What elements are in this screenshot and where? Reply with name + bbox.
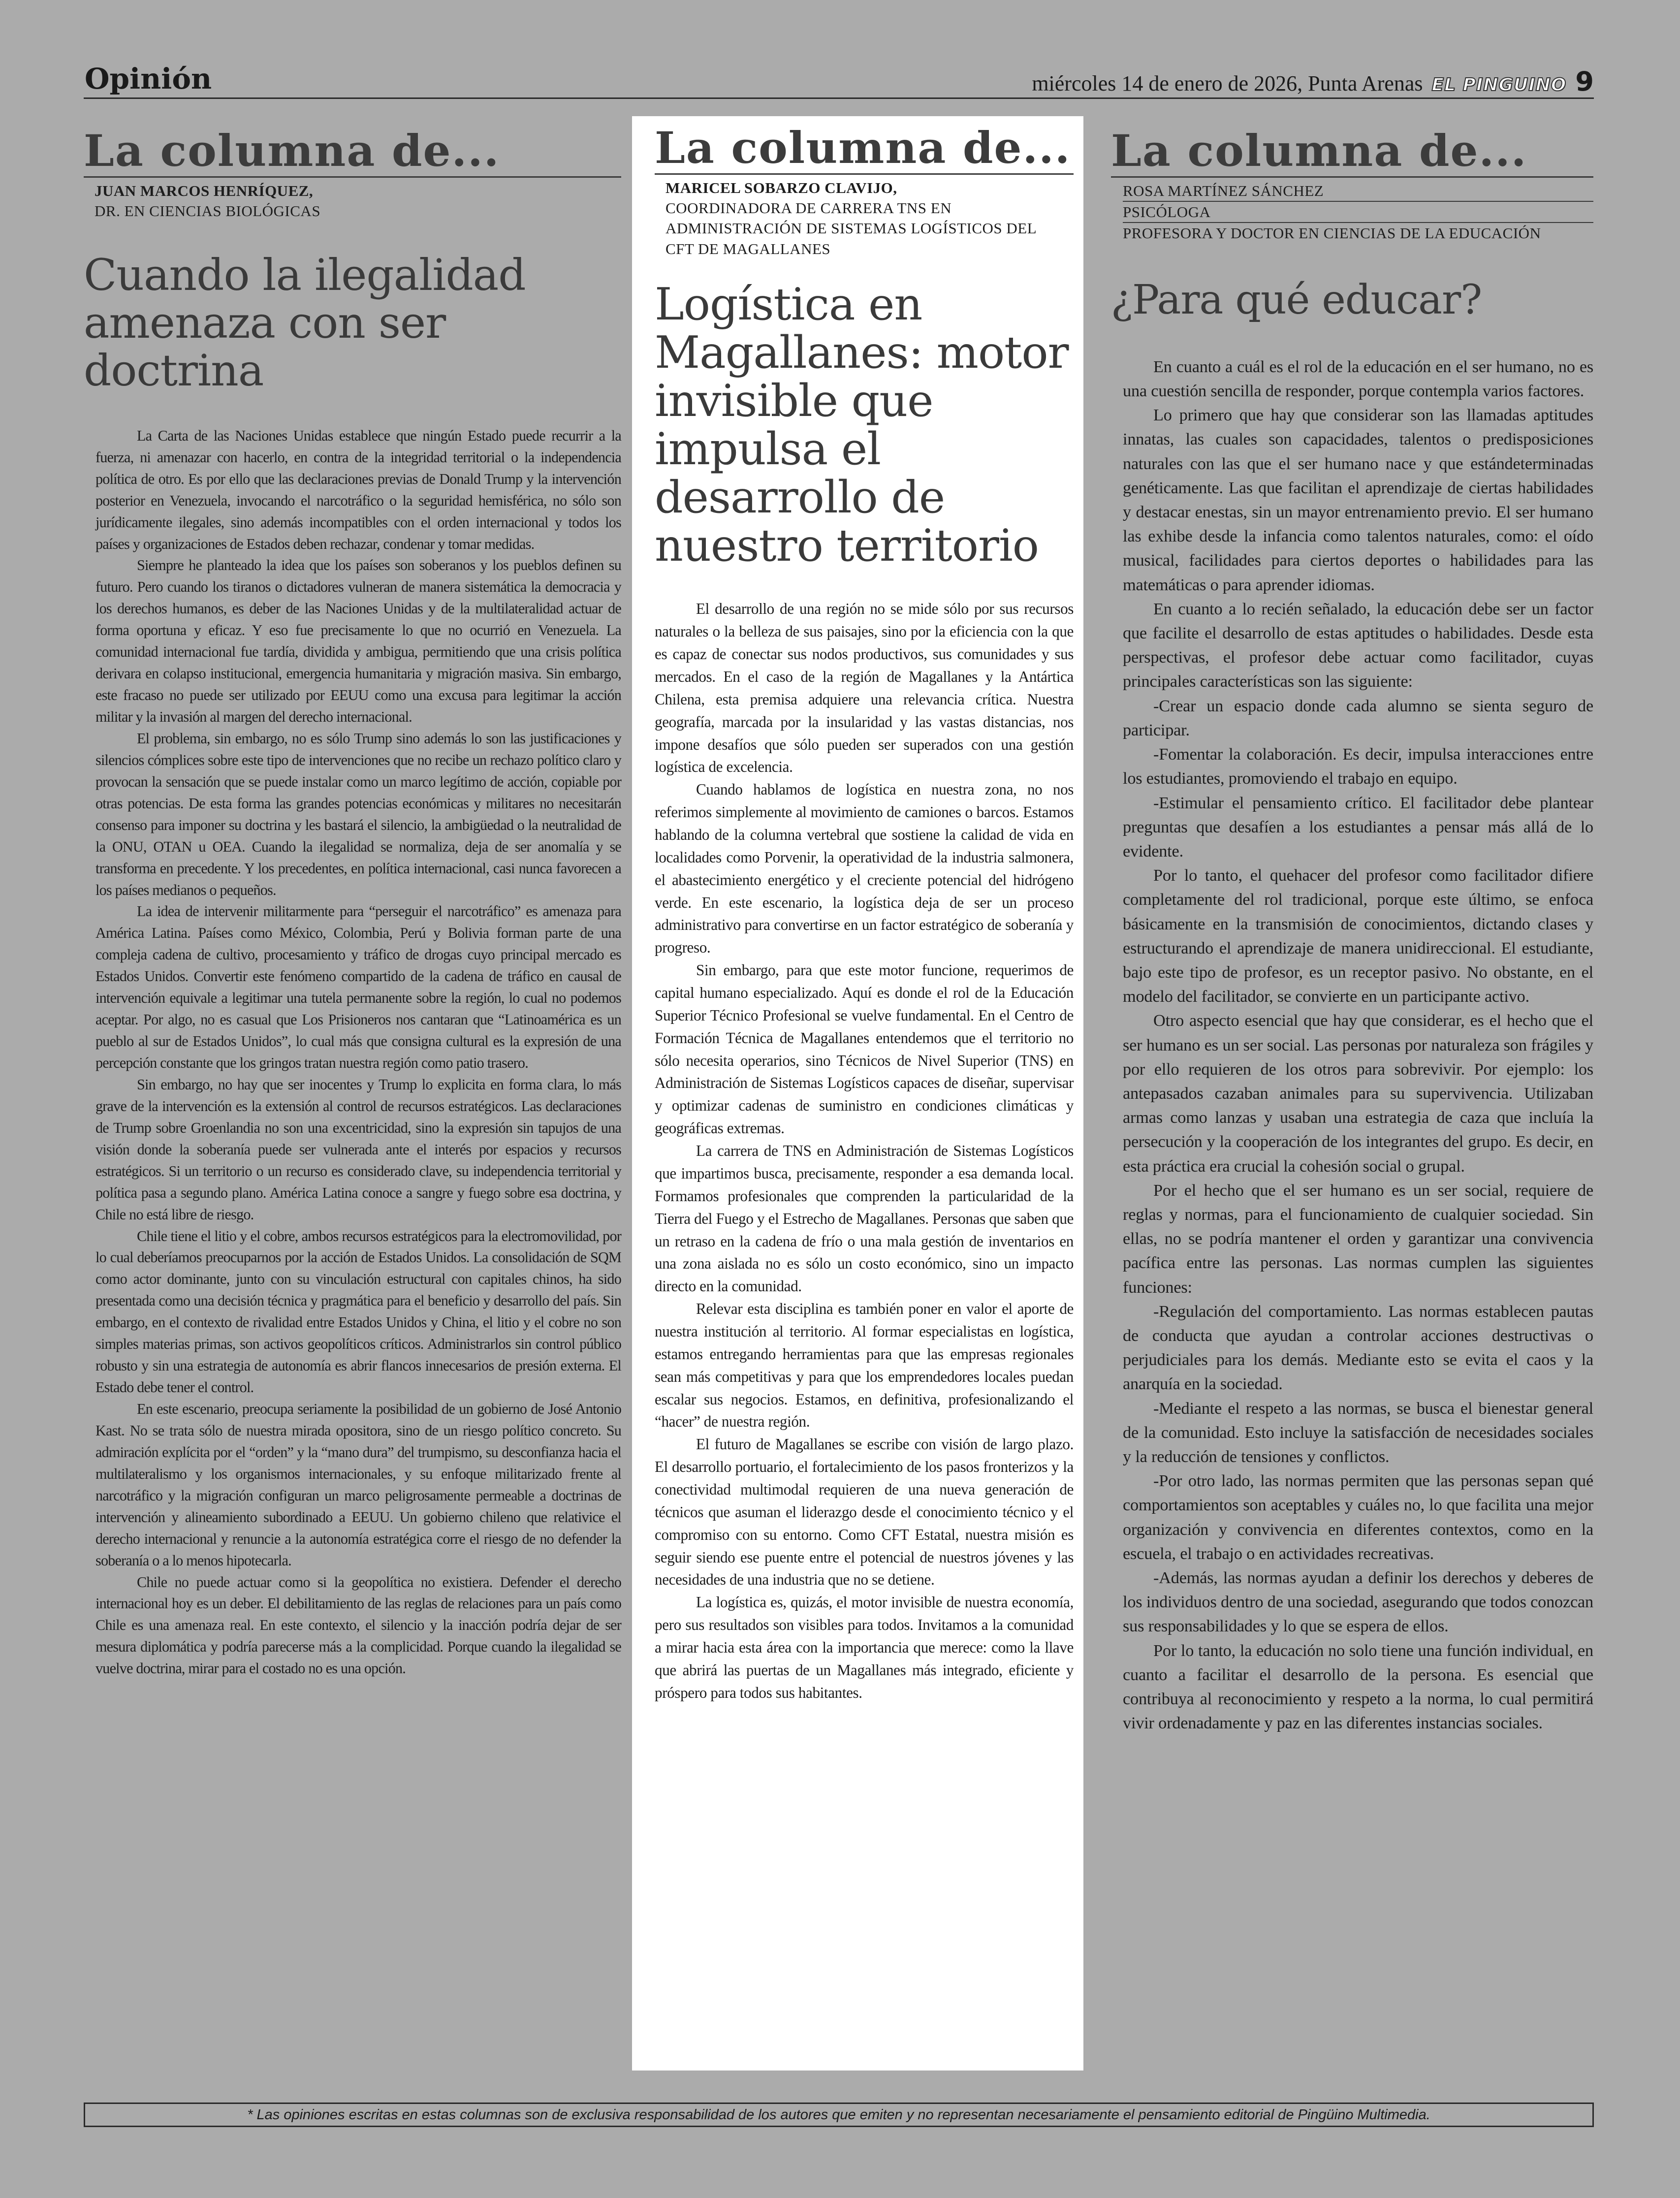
article-body: [84, 425, 621, 1680]
article-paragraph: La Carta de las Naciones Unidas establece que ningún Estado puede recurrir a la fuerza, ni amenazar con hacerlo, en contra de la integridad territorial o la independencia política de otro. Es por ello que las declaraciones previas de Donald Trump y la intervención posterior en Venezuela, invocando el narcotráfico o la seguridad hemisférica, no sólo son jurídicamente ilegales, sino además incompatibles con el orden internacional y todos los países y organizaciones de Estados deben rechazar, condenar y tomar medidas.: [95, 427, 621, 552]
article-headline: Logística en Magallanes: motor invisible que impulsa el desarrollo de nuestro territorio: [655, 278, 1069, 572]
author-role: DR. EN CIENCIAS BIOLÓGICAS: [95, 202, 321, 220]
opinion-column-2: [632, 116, 1083, 2071]
article-headline: ¿Para qué educar?: [1111, 276, 1482, 323]
article-paragraph: Relevar esta disciplina es también poner en valor el aporte de nuestra institución al territorio. Al formar especialistas en logística, estamos entregando herramientas para que las empresas regionales sean más competitivas y para que los emprendedores locales puedan escalar sus negocios. Estamos, en definitiva, profesionalizando el “hacer” de nuestra región.: [655, 1300, 1074, 1431]
author-block: [84, 181, 621, 221]
article-paragraph: -Además, las normas ayudan a definir los derechos y deberes de los individuos dentro de una sociedad, asegurando que todos conozcan sus responsabilidades y lo que se espera de ellos.: [1123, 1568, 1593, 1636]
article-body: [655, 598, 1074, 1704]
article-paragraph: La logística es, quizás, el motor invisible de nuestra economía, pero sus resultados son visibles para todos. Invitamos a la comunidad a mirar hacia esta área con la importancia que merece: como la llave que abrirá las puertas de un Magallanes más integrado, eficiente y próspero para todos sus habitantes.: [655, 1593, 1074, 1701]
article-paragraph: El problema, sin embargo, no es sólo Trump sino además lo son las justificaciones y silencios cómplices sobre este tipo de intervenciones que no recibe un rechazo político claro y provocan la sensación que se puede instalar como un marco legítimo de acción, copiable por otras potencias. De esta forma las grandes potencias económicas y militares no necesitarán consenso para imponer su doctrina y les bastará el silencio, la ambigüedad o la neutralidad de la ONU, OTAN u OEA. Cuando la ilegalidad se normaliza, deja de ser anomalía y se transforma en precedente. Y los precedentes, en política internacional, casi nunca favorecen a los países medianos o pequeños.: [95, 730, 621, 898]
author-name: MARICEL SOBARZO CLAVIJO,: [666, 179, 897, 196]
article-paragraph: En cuanto a cuál es el rol de la educación en el ser humano, no es una cuestión sencilla de responder, porque contempla varios factores.: [1123, 357, 1593, 401]
article-paragraph: Por el hecho que el ser humano es un ser social, requiere de reglas y normas, para el funcionamiento de cualquier sociedad. Sin ellas, no se podría mantener el orden y garantizar una convivencia pacífica entre las personas. Las normas cumplen las siguientes funciones:: [1123, 1180, 1593, 1297]
page-header: [84, 58, 1594, 99]
article-paragraph: Otro aspecto esencial que hay que considerar, es el hecho que el ser humano es un ser social. Las personas por naturaleza son frágiles y por ello requieren de los otros para sobrevivir. Por ejemplo: los antepasados cazaban animales para su supervivencia. Utilizaban armas como lanzas y usaban una estrategia de caza que incluía la persecución y la cooperación de los integrantes del grupo. Es decir, en esta práctica era crucial la cohesión social o grupal.: [1123, 1011, 1593, 1176]
header-meta: [1032, 66, 1594, 97]
author-name: JUAN MARCOS HENRÍQUEZ,: [95, 182, 314, 199]
article-paragraph: El futuro de Magallanes se escribe con visión de largo plazo. El desarrollo portuario, el fortalecimiento de los pasos fronterizos y la conectividad multimodal requieren de una nueva generación de técnicos que asuman el liderazgo desde el conocimiento técnico y el compromiso con su entorno. Como CFT Estatal, nuestra misión es seguir siendo ese puente entre el potencial de nuestros jóvenes y las necesidades de una industria que no se detiene.: [655, 1435, 1074, 1589]
article-paragraph: -Mediante el respeto a las normas, se busca el bienestar general de la comunidad. Esto incluye la satisfacción de necesidades sociales y la reducción de tensiones y conflictos.: [1123, 1399, 1593, 1466]
article-paragraph: En cuanto a lo recién señalado, la educación debe ser un factor que facilite el desarrollo de estas aptitudes o habilidades. Desde esta perspectivas, el profesor debe actuar como facilitador, cuyas principales características son las siguiente:: [1123, 599, 1593, 691]
article-paragraph: La carrera de TNS en Administración de Sistemas Logísticos que impartimos busca, precisamente, responder a esa demanda local. Formamos profesionales que comprenden la particularidad de la Tierra del Fuego y el Estrecho de Magallanes. Personas que saben que un retraso en la cadena de frío o una mala gestión de inventarios en una zona aislada no es sólo un costo económico, sino un impacto directo en la comunidad.: [655, 1142, 1074, 1295]
article-paragraph: -Regulación del comportamiento. Las normas establecen pautas de conducta que ayudan a controlar acciones destructivas o perjudiciales para los demás. Mediante esto se evita el caos y la anarquía en la sociedad.: [1123, 1302, 1593, 1394]
column-kicker: La columna de...: [655, 126, 1074, 175]
article-paragraph: Por lo tanto, la educación no solo tiene una función individual, en cuanto a facilitar el desarrollo de la persona. Es esencial que contribuya al reconocimiento y respeto a la norma, lo cual permitirá vivir ordenadamente y paz en las diferentes instancias sociales.: [1123, 1641, 1593, 1733]
author-role: PROFESORA Y DOCTOR EN CIENCIAS DE LA EDUCACIÓN: [1123, 224, 1541, 242]
author-name: ROSA MARTÍNEZ SÁNCHEZ: [1123, 181, 1593, 202]
article-paragraph: El desarrollo de una región no se mide sólo por sus recursos naturales o la belleza de sus paisajes, sino por la eficiencia con la que es capaz de conectar sus nodos productivos, sus comunidades y sus mercados. En el caso de la región de Magallanes y la Antártica Chilena, esta premisa adquiere una relevancia crítica. Nuestra geografía, marcada por la insularidad y las vastas distancias, nos impone desafíos que sólo pueden ser superados con una gestión logística de excelencia.: [655, 600, 1074, 776]
author-role: CFT DE MAGALLANES: [666, 240, 831, 257]
footer-disclaimer: * Las opiniones escritas en estas columnas son de exclusiva responsabilidad de los autores que emiten y no representan necesariamente el pensamiento editorial de Pingüino Multimedia.: [84, 2102, 1594, 2127]
article-paragraph: Chile tiene el litio y el cobre, ambos recursos estratégicos para la electromovilidad, por lo cual deberíamos preocuparnos por la acción de Estados Unidos. La consolidación de SQM como actor dominante, junto con su vinculación estructural con capitales chinos, ha sido presentada como una decisión técnica y pragmática para el beneficio y desarrollo del país. Sin embargo, en el contexto de rivalidad entre Estados Unidos y China, el litio y el cobre no son simples materias primas, son activos geopolíticos críticos. Administrarlos sin control público robusto y sin una estrategia de autonomía es abrir flancos innecesarios de presión externa. El Estado debe tener el control.: [95, 1227, 621, 1396]
article-paragraph: -Crear un espacio donde cada alumno se sienta seguro de participar.: [1123, 696, 1593, 739]
article-paragraph: Por lo tanto, el quehacer del profesor como facilitador difiere completamente del rol tradicional, porque este último, se enfoca básicamente en la transmisión de conocimientos, dictando clases y estructurando el aprendizaje de manera unidireccional. El estudiante, bajo este tipo de profesor, es un receptor pasivo. No obstante, en el modelo del facilitador, se convierte en un participante activo.: [1123, 866, 1593, 1006]
article-body: [1111, 355, 1593, 1736]
author-block: [655, 178, 1074, 259]
article-paragraph: La idea de intervenir militarmente para “perseguir el narcotráfico” es amenaza para América Latina. Países como México, Colombia, Perú y Bolivia forman parte de una compleja cadena de cultivo, procesamiento y tráfico de drogas cuyo principal mercado es Estados Unidos. Convertir este fenómeno compartido de la cadena de tráfico en causal de intervención equivale a legitimar una tutela permanente sobre la región, lo cual no podemos aceptar. Por algo, no es casual que Los Prisioneros nos cantaran que “Latinoamérica es un pueblo al sur de Estados Unidos”, lo cual más que consigna cultural es la expresión de una percepción constante que los gringos tratan nuestra región como patio trasero.: [95, 903, 621, 1072]
article-paragraph: Chile no puede actuar como si la geopolítica no existiera. Defender el derecho internacional hoy es un deber. El debilitamiento de las reglas de relaciones para un país como Chile es una amenaza real. En este contexto, el silencio y la inacción podría dejar de ser mesura diplomática y podría parecerse más a la complicidad. Porque cuando la ilegalidad se vuelve doctrina, mirar para el costado no es una opción.: [95, 1573, 621, 1677]
column-kicker: La columna de...: [1111, 129, 1593, 178]
opinion-column-3: [1111, 125, 1593, 1735]
author-role: ADMINISTRACIÓN DE SISTEMAS LOGÍSTICOS DEL: [666, 220, 1037, 237]
article-paragraph: En este escenario, preocupa seriamente la posibilidad de un gobierno de José Antonio Kast. No se trata sólo de nuestra mirada opositora, sino de un riesgo político concreto. Su admiración explícita por el “orden” y la “mano dura” del trumpismo, su desconfianza hacia el multilateralismo y los organismos internacionales, y su enfoque militarizado frente al narcotráfico y la migración configuran un marco peligrosamente permeable a doctrinas de intervención y alineamiento subordinado a EEUU. Un gobierno chileno que relativice el derecho internacional y renuncie a la autonomía estratégica corre el riesgo de no defender la soberanía o a lo menos hipotecarla.: [95, 1401, 621, 1569]
newspaper-logo: EL PINGUINO: [1431, 75, 1567, 95]
author-role: COORDINADORA DE CARRERA TNS EN: [666, 199, 952, 217]
article-paragraph: Cuando hablamos de logística en nuestra zona, no nos referimos simplemente al movimiento de camiones o barcos. Estamos hablando de la columna vertebral que sostiene la calidad de vida en localidades como Porvenir, la operatividad de la industria salmonera, el abastecimiento energético y el creciente potencial del hidrógeno verde. En este escenario, la logística deja de ser un proceso administrativo para convertirse en un factor estratégico de soberanía y progreso.: [655, 781, 1074, 956]
page-number: 9: [1575, 66, 1594, 97]
article-paragraph: Sin embargo, para que este motor funcione, requerimos de capital humano especializado. Aquí es donde el rol de la Educación Superior Técnico Profesional se vuelve fundamental. En el Centro de Formación Técnica de Magallanes entendemos que el territorio no sólo necesita operarios, sino Técnicos de Nivel Superior (TNS) en Administración de Sistemas Logísticos capaces de diseñar, supervisar y optimizar cadenas de suministro en condiciones climáticas y geográficas extremas.: [655, 961, 1074, 1137]
article-paragraph: -Por otro lado, las normas permiten que las personas sepan qué comportamientos son aceptables y cuáles no, lo que facilita una mejor organización y convivencia en diferentes contextos, como en la escuela, el trabajo o en actividades recreativas.: [1123, 1471, 1593, 1563]
date-location: miércoles 14 de enero de 2026, Punta Arenas: [1032, 71, 1423, 96]
section-label: Opinión: [85, 62, 212, 96]
opinion-column-1: [84, 125, 621, 1680]
author-block: [1111, 181, 1593, 244]
column-kicker: La columna de...: [84, 129, 621, 178]
article-paragraph: Sin embargo, no hay que ser inocentes y Trump lo explicita en forma clara, lo más grave de la intervención es la extensión al control de recursos estratégicos. Las declaraciones de Trump sobre Groenlandia no son una excentricidad, sino la expresión sin tapujos de una visión donde la soberanía puede ser vulnerada ante el interés por espacios y recursos estratégicos. Si un territorio o un recurso es considerado clave, su independencia territorial y política pasa a segundo plano. América Latina conoce a sangre y fuego sobre esa doctrina, y Chile no está libre de riesgo.: [95, 1076, 621, 1223]
article-paragraph: -Estimular el pensamiento crítico. El facilitador debe plantear preguntas que desafíen a los estudiantes a pensar más allá de lo evidente.: [1123, 793, 1593, 860]
article-paragraph: Lo primero que hay que considerar son las llamadas aptitudes innatas, las cuales son capacidades, talentos o predisposiciones naturales con las que el ser humano nace y que estándeterminadas genéticamente. Las que facilitan el aprendizaje de ciertas habilidades y destacar enestas, sin un mayor entrenamiento previo. El ser humano las exhibe desde la infancia como talentos naturales, como: el oído musical, facilidades para ciertos deportes o habilidades para las matemáticas o para aprender idiomas.: [1123, 406, 1593, 594]
article-headline: Cuando la ilegalidad amenaza con ser doctrina: [84, 250, 526, 396]
article-paragraph: -Fomentar la colaboración. Es decir, impulsa interacciones entre los estudiantes, promoviendo el trabajo en equipo.: [1123, 745, 1593, 788]
author-role: PSICÓLOGA: [1123, 202, 1593, 223]
article-paragraph: Siempre he planteado la idea que los países son soberanos y los pueblos definen su futuro. Pero cuando los tiranos o dictadores vulneran de manera sistemática la democracia y los derechos humanos, es deber de las Naciones Unidas y de la multilateralidad actuar de forma oportuna y eficaz. Y eso fue precisamente lo que no ocurrió en Venezuela. La comunidad internacional fue tardía, dividida y ambigua, permitiendo que una crisis política derivara en colapso institucional, emergencia humanitaria y migración masiva. Sin embargo, este fracaso no puede ser utilizado por EEUU como una excusa para legitimar la acción militar y la invasión al margen del derecho internacional.: [95, 557, 621, 726]
